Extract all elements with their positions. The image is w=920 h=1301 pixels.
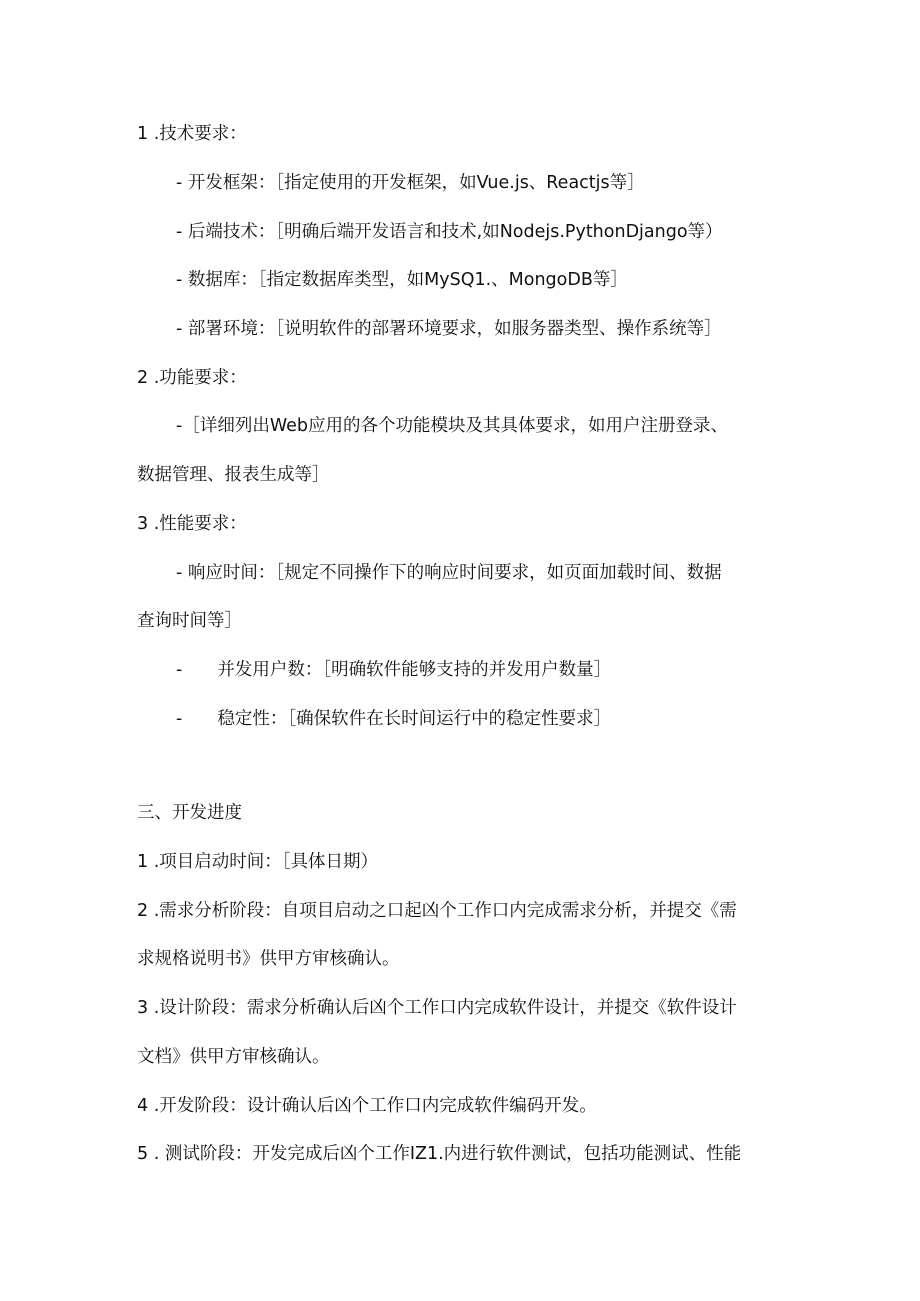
list-item: - 稳定性：［确保软件在长时间运行中的稳定性要求］ [176,709,612,729]
list-item: - 数据库：［指定数据库类型，如MySQ1.、MongoDB等］ [176,270,628,290]
list-item: - 部署环境：［说明软件的部署环境要求，如服务器类型、操作系统等］ [176,319,722,339]
paragraph-line: - 响应时间：［规定不同操作下的响应时间要求，如页面加载时间、数据 [176,563,722,583]
paragraph-line: 查询时间等］ [137,611,242,631]
paragraph-line: 4 .开发阶段：设计确认后凶个工作口内完成软件编码开发。 [137,1096,597,1116]
chapter-heading: 三、开发进度 [137,803,242,823]
section-heading: 2 .功能要求： [137,368,247,388]
section-heading: 3 .性能要求： [137,514,247,534]
paragraph-line: 文档》供甲方审核确认。 [137,1047,330,1067]
paragraph-line: 求规格说明书》供甲方审核确认。 [137,949,400,969]
paragraph-line: 2 .需求分析阶段：自项目启动之口起凶个工作口内完成需求分析，并提交《需 [137,901,737,921]
paragraph-line: 3 .设计阶段：需求分析确认后凶个工作口内完成软件设计，并提交《软件设计 [137,998,737,1018]
list-item: - 后端技术：［明确后端开发语言和技术,如Nodejs.PythonDjango等） [176,222,723,242]
paragraph-line: 5 . 测试阶段：开发完成后凶个工作IZ1.内进行软件测试，包括功能测试、性能 [137,1144,742,1164]
paragraph-line: 数据管理、报表生成等］ [137,465,330,485]
list-item: - 并发用户数：［明确软件能够支持的并发用户数量］ [176,660,612,680]
paragraph-line: -［详细列出Web应用的各个功能模块及其具体要求，如用户注册登录、 [176,416,728,436]
list-item: - 开发框架：［指定使用的开发框架，如Vue.js、Reactjs等］ [176,173,645,193]
paragraph-line: 1 .项目启动时间：［具体日期） [137,852,379,872]
section-heading: 1 .技术要求： [137,124,247,144]
